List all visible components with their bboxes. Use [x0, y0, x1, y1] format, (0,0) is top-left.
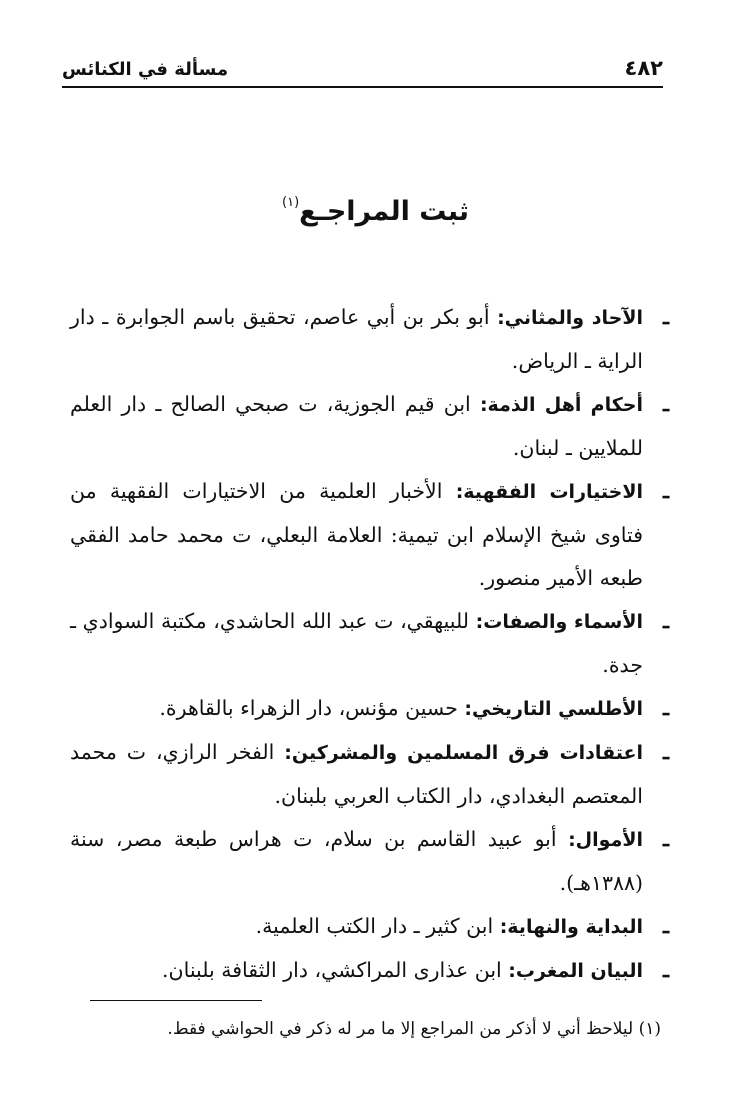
reference-details: حسين مؤنس، دار الزهراء بالقاهرة.	[159, 696, 465, 720]
reference-details: الأخبار العلمية من الاختيارات الفقهية من فتاوى شيخ الإسلام ابن تيمية: العلامة البعلي، ت محمد حامد الفقي طبعه الأمير منصور.	[70, 479, 643, 590]
list-dash: ـ	[662, 696, 669, 720]
reference-details: للبيهقي، ت عبد الله الحاشدي، مكتبة السوادي ـ جدة.	[70, 609, 643, 677]
footnote-marker: (١)	[282, 195, 300, 210]
reference-item	[70, 600, 669, 687]
running-title: مسألة في الكنائس	[62, 59, 229, 80]
footnote-separator	[90, 1000, 262, 1001]
list-dash: ـ	[662, 479, 669, 503]
page-header	[62, 42, 663, 88]
reference-title: البيان المغرب:	[508, 960, 643, 982]
section-title-text: ثبت المراجـع	[299, 196, 469, 227]
reference-title: الآحاد والمثاني:	[497, 307, 643, 329]
list-dash: ـ	[662, 958, 669, 982]
list-dash: ـ	[662, 827, 669, 851]
reference-item	[70, 383, 669, 470]
reference-item	[70, 296, 669, 383]
reference-item	[70, 949, 669, 993]
reference-title: الاختيارات الفقهية:	[455, 481, 644, 503]
reference-item	[70, 470, 669, 600]
reference-item	[70, 687, 669, 731]
reference-title: الأسماء والصفات:	[475, 611, 643, 633]
reference-details: ابن كثير ـ دار الكتب العلمية.	[255, 914, 500, 938]
reference-title: البداية والنهاية:	[499, 916, 643, 938]
reference-title: الأطلسي التاريخي:	[464, 698, 643, 720]
reference-title: أحكام أهل الذمة:	[479, 394, 643, 416]
reference-item	[70, 905, 669, 949]
list-dash: ـ	[662, 914, 669, 938]
reference-list	[70, 296, 669, 993]
reference-details: أبو عبيد القاسم بن سلام، ت هراس طبعة مصر، سنة (١٣٨٨هـ).	[70, 827, 643, 895]
list-dash: ـ	[662, 740, 669, 764]
reference-details: ابن عذارى المراكشي، دار الثقافة بلبنان.	[162, 958, 509, 982]
reference-item	[70, 818, 669, 905]
list-dash: ـ	[662, 305, 669, 329]
reference-title: اعتقادات فرق المسلمين والمشركين:	[284, 742, 643, 764]
reference-item	[70, 731, 669, 818]
list-dash: ـ	[662, 609, 669, 633]
reference-title: الأموال:	[568, 829, 643, 851]
reference-details: أبو بكر بن أبي عاصم، تحقيق باسم الجوابرة ـ دار الراية ـ الرياض.	[70, 305, 643, 373]
list-dash: ـ	[662, 392, 669, 416]
footnote: (١) ليلاحظ أني لا أذكر من المراجع إلا ما مر له ذكر في الحواشي فقط.	[167, 1019, 661, 1039]
reference-details: الفخر الرازي، ت محمد المعتصم البغدادي، دار الكتاب العربي بلبنان.	[70, 740, 643, 808]
reference-details: ابن قيم الجوزية، ت صبحي الصالح ـ دار العلم للملايين ـ لبنان.	[70, 392, 643, 460]
section-title	[0, 196, 751, 227]
page-number: ٤٨٢	[624, 56, 663, 80]
